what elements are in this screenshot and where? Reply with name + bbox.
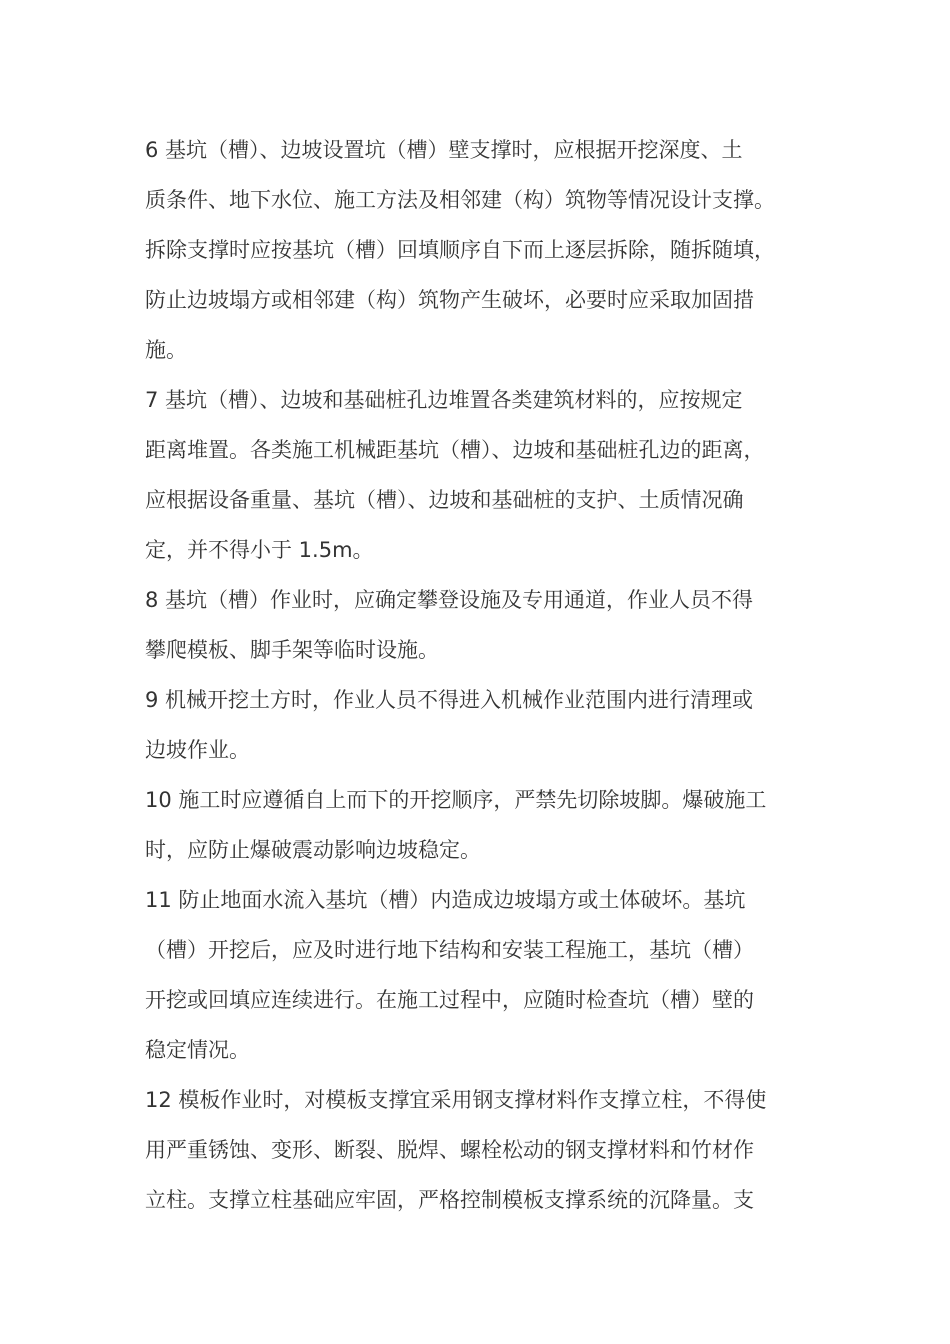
- text-line: 7 基坑（槽）、边坡和基础桩孔边堆置各类建筑材料的，应按规定: [145, 388, 743, 412]
- text-line: 10 施工时应遵循自上而下的开挖顺序，严禁先切除坡脚。爆破施工: [145, 788, 767, 812]
- text-line: 距离堆置。各类施工机械距基坑（槽）、边坡和基础桩孔边的距离，: [145, 438, 765, 462]
- text-line: 应根据设备重量、基坑（槽）、边坡和基础桩的支护、土质情况确: [145, 488, 744, 512]
- text-line: 攀爬模板、脚手架等临时设施。: [145, 638, 439, 662]
- text-line: 立柱。支撑立柱基础应牢固，严格控制模板支撑系统的沉降量。支: [145, 1188, 754, 1212]
- text-line: 6 基坑（槽）、边坡设置坑（槽）壁支撑时，应根据开挖深度、土: [145, 138, 743, 162]
- text-line: 用严重锈蚀、变形、断裂、脱焊、螺栓松动的钢支撑材料和竹材作: [145, 1138, 754, 1162]
- text-line: 定，并不得小于 1.5m。: [145, 538, 374, 562]
- text-line: 11 防止地面水流入基坑（槽）内造成边坡塌方或土体破坏。基坑: [145, 888, 746, 912]
- document-page: [145, 125, 810, 1225]
- text-line: 拆除支撑时应按基坑（槽）回填顺序自下而上逐层拆除，随拆随填，: [145, 238, 775, 262]
- text-line: 防止边坡塌方或相邻建（构）筑物产生破坏，必要时应采取加固措: [145, 288, 754, 312]
- text-line: 时，应防止爆破震动影响边坡稳定。: [145, 838, 481, 862]
- text-line: 8 基坑（槽）作业时，应确定攀登设施及专用通道，作业人员不得: [145, 588, 754, 612]
- text-line: 施。: [145, 338, 187, 362]
- text-line: 边坡作业。: [145, 738, 250, 762]
- text-line: 稳定情况。: [145, 1038, 250, 1062]
- text-line: 9 机械开挖土方时，作业人员不得进入机械作业范围内进行清理或: [145, 688, 754, 712]
- text-line: 12 模板作业时，对模板支撑宜采用钢支撑材料作支撑立柱，不得使: [145, 1088, 767, 1112]
- text-line: 开挖或回填应连续进行。在施工过程中，应随时检查坑（槽）壁的: [145, 988, 754, 1012]
- text-line: 质条件、地下水位、施工方法及相邻建（构）筑物等情况设计支撑。: [145, 188, 775, 212]
- text-line: （槽）开挖后，应及时进行地下结构和安装工程施工，基坑（槽）: [145, 938, 754, 962]
